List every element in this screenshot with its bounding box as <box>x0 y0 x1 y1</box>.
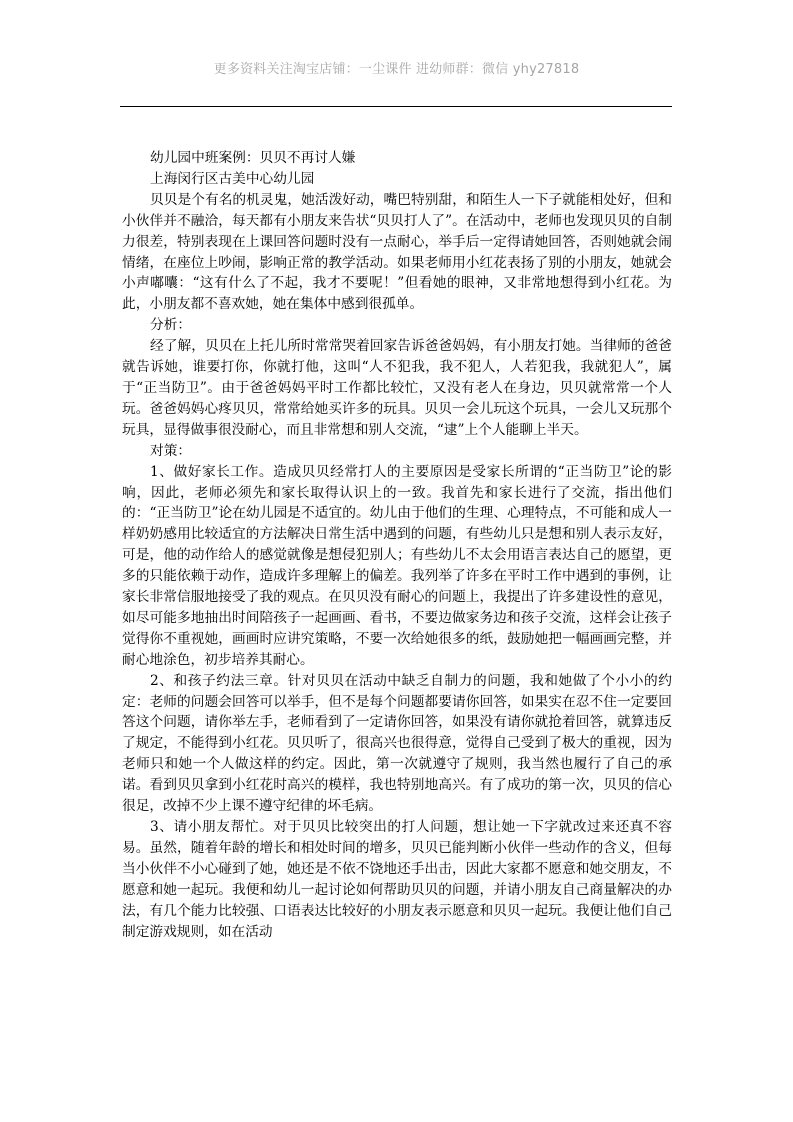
analysis-paragraph: 经了解，贝贝在上托儿所时常常哭着回家告诉爸爸妈妈，有小朋友打她。当律师的爸爸就告诉她，谁要打你，你就打他，这叫“人不犯我，我不犯人，人若犯我，我就犯人”，属于“正当防卫”。由于爸爸妈妈平时工作都比较忙，又没有老人在身边，贝贝就常常一个人玩。爸爸妈妈心疼贝贝，常常给她买许多的玩具。贝贝一会儿玩这个玩具，一会儿又玩那个玩具，显得做事很没耐心，而且非常想和别人交流，“逮”上个人能聊上半天。 <box>122 338 672 438</box>
analysis-heading: 分析： <box>150 317 192 334</box>
measure-2-paragraph: 2、和孩子约法三章。针对贝贝在活动中缺乏自制力的问题，我和她做了个小小的约定：老师的问题会回答可以举手，但不是每个问题都要请你回答，如果实在忍不住一定要回答这个问题，请你举左手，老师看到了一定请你回答，如果没有请你就抢着回答，就算违反了规定，不能得到小红花。贝贝听了，很高兴也很得意，觉得自己受到了极大的重视，因为老师只和她一个人做这样的约定。因此，第一次就遵守了规则，我当然也履行了自己的承诺。看到贝贝拿到小红花时高兴的模样，我也特别地高兴。有了成功的第一次，贝贝的信心很足，改掉不少上课不遵守纪律的坏毛病。 <box>122 672 672 815</box>
measures-heading: 对策： <box>150 442 192 459</box>
document-body <box>122 148 672 942</box>
measure-3-paragraph: 3、请小朋友帮忙。对于贝贝比较突出的打人问题，想让她一下字就改过来还真不容易。虽然，随着年龄的增长和相处时间的增多，贝贝已能判断小伙伴一些动作的含义，但每当小伙伴不小心碰到了她，她还是不依不饶地还手出击，因此大家都不愿意和她交朋友，不愿意和她一起玩。我便和幼儿一起讨论如何帮助贝贝的问题，并请小朋友自己商量解决的办法，有几个能力比较强、口语表达比较好的小朋友表示愿意和贝贝一起玩。我便让他们自己制定游戏规则，如在活动 <box>122 819 672 940</box>
school-name: 上海闵行区古美中心幼儿园 <box>150 170 315 187</box>
measure-1-paragraph: 1、做好家长工作。造成贝贝经常打人的主要原因是受家长所谓的“正当防卫”论的影响，因此，老师必须先和家长取得认识上的一致。我首先和家长进行了交流，指出他们的：“正当防卫”论在幼儿园是不适宜的。幼儿由于他们的生理、心理特点，不可能和成人一样奶奶感用比较适宜的方法解决日常生活中遇到的问题，有些幼儿只是想和别人表示友好，可是，他的动作给人的感觉就像是想侵犯别人；有些幼儿不太会用语言表达自己的愿望，更多的只能依赖于动作，造成许多理解上的偏差。我列举了许多在平时工作中遇到的事例，让家长非常信服地接受了我的观点。在贝贝没有耐心的问题上，我提出了许多建设性的意见，如尽可能多地抽出时间陪孩子一起画画、看书，不要边做家务边和孩子交流，这样会让孩子觉得你不重视她，画画时应讲究策略，不要一次给她很多的纸，鼓励她把一幅画画完整，并耐心地涂色，初步培养其耐心。 <box>122 463 672 668</box>
intro-paragraph: 贝贝是个有名的机灵鬼，她活泼好动，嘴巴特别甜，和陌生人一下子就能相处好，但和小伙伴并不融洽，每天都有小朋友来告状“贝贝打人了”。在活动中，老师也发现贝贝的自制力很差，特别表现在上课回答问题时没有一点耐心，举手后一定得请她回答，否则她就会闹情绪，在座位上吵闹，影响正常的教学活动。如果老师用小红花表扬了别的小朋友，她就会小声嘟囔：“这有什么了不起，我才不要呢！”但看她的眼神，又非常地想得到小红花。为此，小朋友都不喜欢她，她在集体中感到很孤单。 <box>122 191 672 313</box>
header-divider <box>120 106 672 107</box>
page-header: 更多资料关注淘宝店铺：一尘课件 进幼师群：微信 yhy27818 <box>213 62 580 77</box>
document-title: 幼儿园中班案例：贝贝不再讨人嫌 <box>150 150 356 166</box>
